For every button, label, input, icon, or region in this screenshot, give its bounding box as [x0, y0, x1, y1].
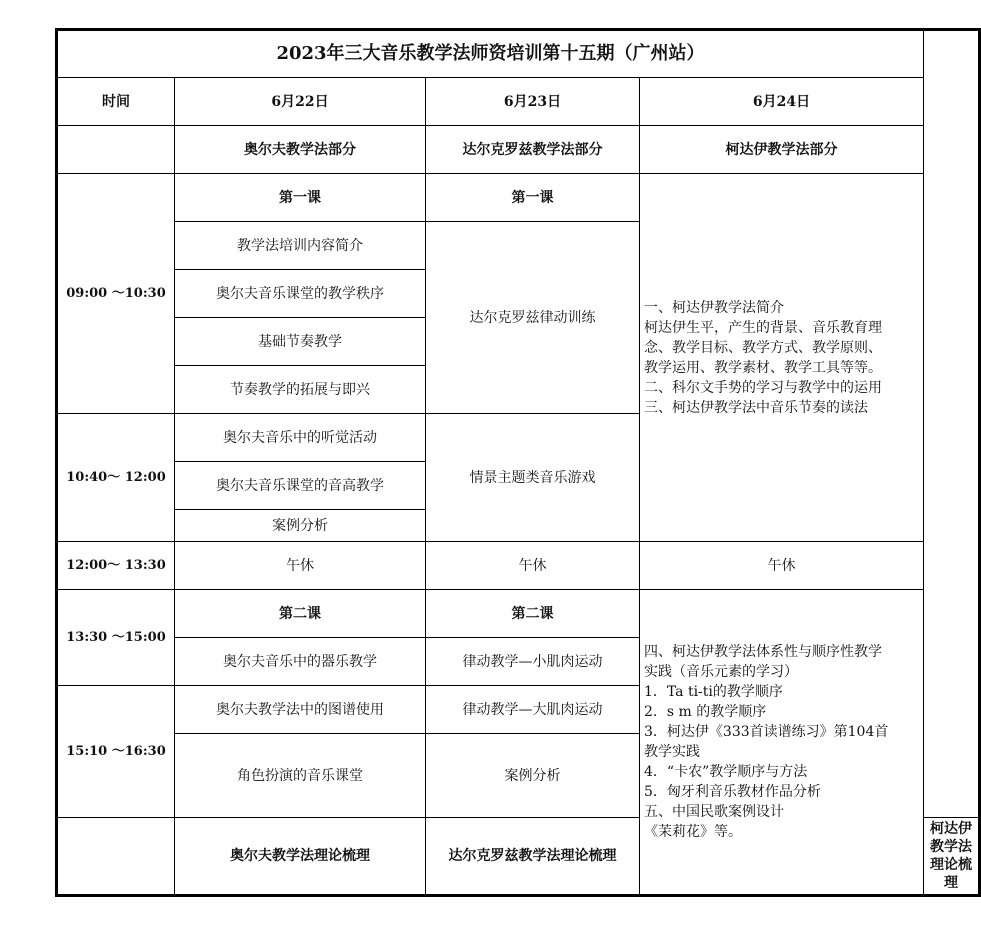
day3-am-line: 二、科尔文手势的学习与教学中的运用: [644, 379, 882, 396]
day3-morning-content: [640, 174, 924, 542]
day1-item: 奥尔夫音乐课堂的教学秩序: [175, 270, 426, 318]
time-slot-4: 13:30 ～15:00: [57, 590, 175, 686]
day2-summary: 达尔克罗兹教学法理论梳理: [426, 818, 640, 896]
day2-item: 律动教学—大肌肉运动: [426, 686, 640, 734]
day2-lesson1-heading: 第一课: [426, 174, 640, 222]
day3-am-line: 念、教学目标、教学方式、教学原则、: [644, 339, 882, 356]
day1-item: 节奏教学的拓展与即兴: [175, 366, 426, 414]
day1-summary: 奥尔夫教学法理论梳理: [175, 818, 426, 896]
day3-lunch: 午休: [640, 542, 924, 590]
day3-pm-line: 教学实践: [644, 744, 700, 760]
day3-am-line: 柯达伊生平，产生的背景、音乐教育理: [644, 319, 882, 336]
day3-summary: 柯达伊教学法理论梳理: [924, 818, 980, 896]
header-day-2: 6月23日: [426, 78, 640, 126]
day3-am-line: 教学运用、教学素材、教学工具等等。: [644, 359, 882, 376]
day3-pm-line: 2．s m 的教学顺序: [644, 704, 767, 720]
day1-item: 基础节奏教学: [175, 318, 426, 366]
day3-pm-line: 1．Ta ti-ti的教学顺序: [644, 684, 783, 700]
day1-item: 奥尔夫音乐中的器乐教学: [175, 638, 426, 686]
header-day-3: 6月24日: [640, 78, 924, 126]
day3-afternoon-content: [640, 590, 924, 896]
day1-item: 奥尔夫教学法中的图谱使用: [175, 686, 426, 734]
day1-lunch: 午休: [175, 542, 426, 590]
section-empty-cell: [57, 126, 175, 174]
day3-pm-line: 实践（音乐元素的学习）: [644, 664, 798, 680]
schedule-table: [55, 28, 981, 897]
day1-item: 教学法培训内容简介: [175, 222, 426, 270]
day3-pm-line: 4．“卡农”教学顺序与方法: [644, 764, 808, 780]
day3-pm-line: 《茉莉花》等。: [644, 824, 742, 840]
day3-am-line: 三、柯达伊教学法中音乐节奏的读法: [644, 399, 868, 416]
day3-pm-line: 五、中国民歌案例设计: [644, 804, 784, 820]
time-slot-3: 12:00～ 13:30: [57, 542, 175, 590]
day1-lesson1-heading: 第一课: [175, 174, 426, 222]
page-title: 2023年三大音乐教学法师资培训第十五期（广州站）: [57, 30, 924, 78]
day2-item: 案例分析: [426, 734, 640, 818]
day2-item: 达尔克罗兹律动训练: [426, 222, 640, 414]
day1-item: 角色扮演的音乐课堂: [175, 734, 426, 818]
day3-pm-line: 四、柯达伊教学法体系性与顺序性教学: [644, 644, 882, 660]
day1-lesson2-heading: 第二课: [175, 590, 426, 638]
day3-pm-line: 3．柯达伊《333首读谱练习》第104首: [644, 724, 889, 740]
day3-pm-line: 5．匈牙利音乐教材作品分析: [644, 784, 821, 800]
header-day-1: 6月22日: [175, 78, 426, 126]
day1-item: 案例分析: [175, 510, 426, 542]
section-dalcroze: 达尔克罗兹教学法部分: [426, 126, 640, 174]
time-slot-5: 15:10 ～16:30: [57, 686, 175, 818]
day2-lunch: 午休: [426, 542, 640, 590]
header-time: 时间: [57, 78, 175, 126]
time-slot-1: 09:00 ～10:30: [57, 174, 175, 414]
day2-lesson2-heading: 第二课: [426, 590, 640, 638]
time-slot-2: 10:40～ 12:00: [57, 414, 175, 542]
day2-item: 律动教学—小肌肉运动: [426, 638, 640, 686]
section-kodaly: 柯达伊教学法部分: [640, 126, 924, 174]
day3-am-line: 一、柯达伊教学法简介: [644, 299, 784, 316]
section-orff: 奥尔夫教学法部分: [175, 126, 426, 174]
summary-empty-cell: [57, 818, 175, 896]
day2-item: 情景主题类音乐游戏: [426, 414, 640, 542]
day1-item: 奥尔夫音乐中的听觉活动: [175, 414, 426, 462]
day1-item: 奥尔夫音乐课堂的音高教学: [175, 462, 426, 510]
